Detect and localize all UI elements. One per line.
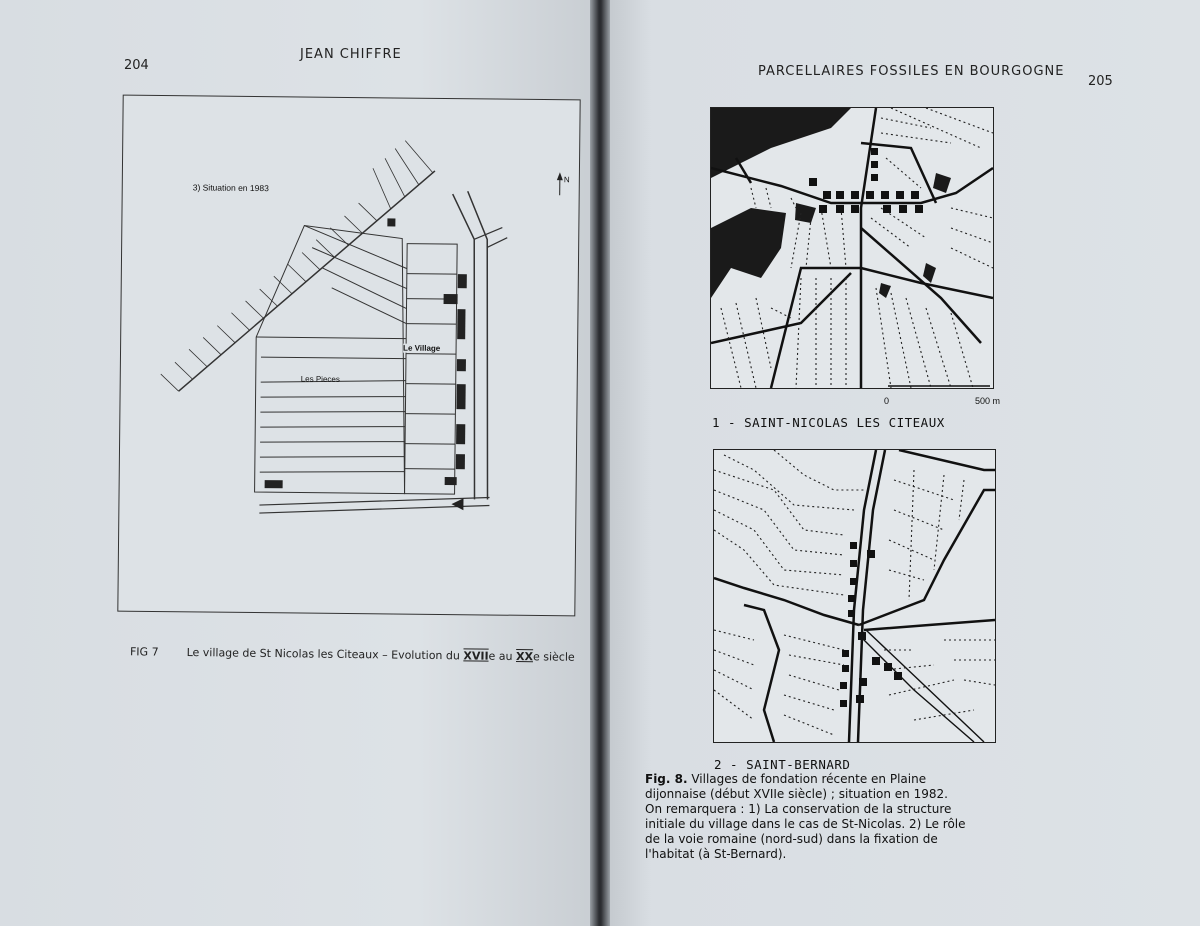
label-le-village: Le Village [403, 343, 441, 353]
figure-8-caption-line1 [645, 772, 975, 802]
scale-start: 0 [884, 396, 890, 406]
century-17: XVII [463, 649, 489, 663]
figure-inset-title: 3) Situation en 1983 [192, 182, 269, 194]
north-label: N [563, 175, 570, 185]
figure-7-map [117, 95, 580, 617]
caption-text-b: e au [488, 649, 517, 663]
left-running-head: JEAN CHIFFRE [300, 47, 402, 62]
left-page-number: 204 [124, 58, 149, 73]
village-plan-drawing [118, 96, 579, 616]
label-les-pieces: Les Pieces [300, 374, 340, 384]
century-20: XX [515, 650, 534, 664]
map-saint-nicolas-drawing [711, 108, 993, 388]
right-running-head: PARCELLAIRES FOSSILES EN BOURGOGNE [758, 64, 1065, 79]
caption-text-c: e siècle [532, 650, 575, 664]
map-saint-bernard [713, 449, 996, 743]
figure-7-label: FIG 7 [129, 645, 159, 659]
scale-end: 500 m [975, 396, 1001, 406]
figure-8-label: Fig. 8. [645, 772, 688, 786]
figure-8-caption [645, 772, 975, 862]
right-page-number: 205 [1088, 74, 1113, 89]
map-saint-nicolas [710, 107, 994, 389]
figure-8-caption-remark: On remarquera : 1) La conservation de la structure initiale du village dans le cas de St-Nicolas. 2) Le rôle de la voie romaine (nord-sud) dans la fixation de l'habitat (à St-Bernard). [645, 802, 966, 861]
caption-text-a: Le village de St Nicolas les Citeaux – Evolution du [186, 645, 464, 663]
map-saint-bernard-drawing [714, 450, 995, 742]
map2-label: 2 - SAINT-BERNARD [714, 757, 851, 772]
figure-8-caption-text: Villages de fondation récente en Plaine dijonnaise (début XVIIe siècle) ; situation en 1982. [645, 772, 948, 801]
book-gutter [590, 0, 610, 926]
map-scale-bar [860, 384, 1000, 408]
map1-label: 1 - SAINT-NICOLAS LES CITEAUX [712, 415, 945, 430]
